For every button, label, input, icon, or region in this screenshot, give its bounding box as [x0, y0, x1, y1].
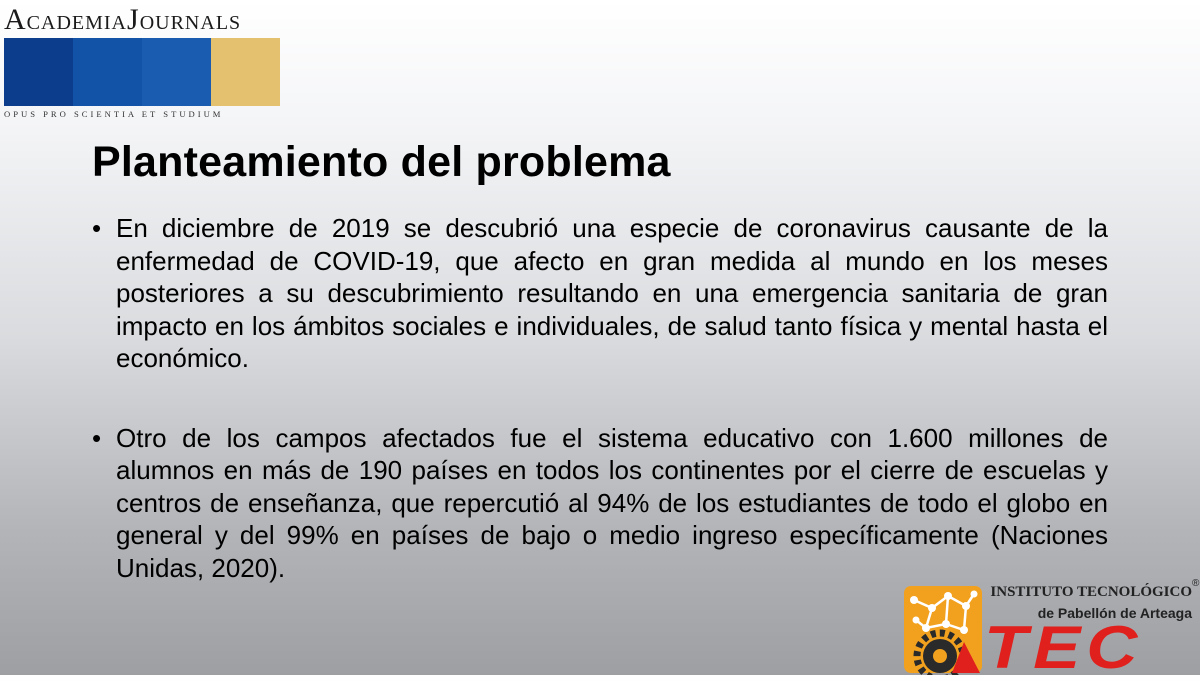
- logo-bar-blue: [73, 38, 142, 106]
- bullet-item: [92, 422, 1108, 585]
- bullet-item: [92, 212, 1108, 375]
- academia-journals-wordmark: [4, 4, 280, 38]
- logo-motto: OPUS PRO SCIENTIA ET STUDIUM: [4, 109, 224, 119]
- tec-emblem-icon: [902, 584, 984, 675]
- wordmark-initial-j: J: [127, 3, 140, 36]
- bullet-dot: •: [92, 213, 102, 243]
- campus-name: de Pabellón de Arteaga: [1037, 605, 1192, 621]
- bullet-dot: •: [92, 422, 102, 453]
- bullet-list: [92, 212, 1108, 584]
- registered-mark: ®: [1192, 578, 1200, 589]
- logo-bar-mid-blue: [142, 38, 211, 106]
- logo-bar-dark-blue: [4, 38, 73, 106]
- logo-color-bars: [4, 38, 280, 106]
- wordmark-initial-a: A: [4, 3, 27, 36]
- tec-wordmark: TEC: [984, 614, 1144, 681]
- bullet-text: En diciembre de 2019 se descubrió una especie de coronavirus causante de la enfermedad de COVID-19, que afecto en gran medida al mundo en los meses posteriores a su descubrimiento resultando en una emergencia sanitaria de gran impacto en los ámbitos sociales e individuales, de salud tanto física y mental hasta el económico.: [116, 213, 1108, 373]
- wordmark-journals: OURNALS: [139, 12, 242, 34]
- bullet-text: Otro de los campos afectados fue el sistema educativo con 1.600 millones de alumnos en más de 190 países en todos los continentes por el cierre de escuelas y centros de enseñanza, que repercutió al 94% de los estudiantes de todo el globo en general y del 99% en países de bajo o medio ingreso específicamente (Naciones Unidas, 2020).: [116, 422, 1108, 583]
- wordmark-academia: CADEMIA: [26, 12, 128, 34]
- tec-pabellon-logo: [902, 578, 1200, 681]
- logo-bar-gold: [211, 38, 280, 106]
- institution-name: INSTITUTO TECNOLÓGICO: [990, 584, 1192, 600]
- academia-journals-logo: [4, 4, 280, 119]
- slide-title: Planteamiento del problema: [92, 138, 671, 186]
